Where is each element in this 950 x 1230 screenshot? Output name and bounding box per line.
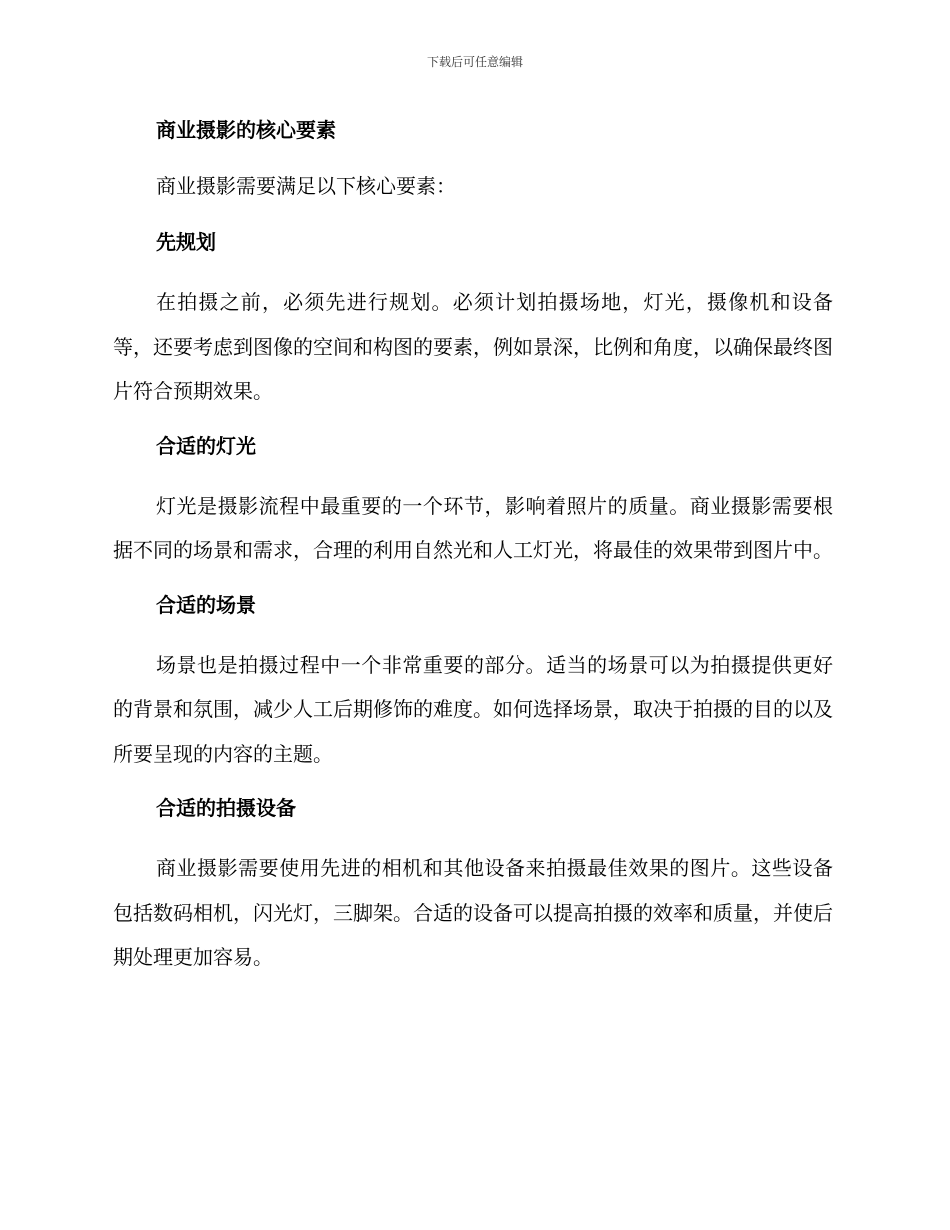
- section-heading-lighting: 合适的灯光: [156, 433, 256, 458]
- section-body-lighting: 灯光是摄影流程中最重要的一个环节，影响着照片的质量。商业摄影需要根据不同的场景和需求，合理的利用自然光和人工灯光，将最佳的效果带到图片中。: [113, 493, 833, 562]
- section-body-equipment: 商业摄影需要使用先进的相机和其他设备来拍摄最佳效果的图片。这些设备包括数码相机，闪光灯，三脚架。合适的设备可以提高拍摄的效率和质量，并使后期处理更加容易。: [113, 856, 833, 969]
- section-body-scene: 场景也是拍摄过程中一个非常重要的部分。适当的场景可以为拍摄提供更好的背景和氛围，减少人工后期修饰的难度。如何选择场景，取决于拍摄的目的以及所要呈现的内容的主题。: [113, 652, 833, 766]
- document-title: 商业摄影的核心要素: [156, 118, 336, 142]
- header-note: 下载后可任意编辑: [426, 55, 523, 69]
- document-content: [113, 112, 833, 994]
- section-heading-planning: 先规划: [156, 230, 216, 254]
- intro-paragraph: 商业摄影需要满足以下核心要素：: [156, 174, 456, 198]
- section-heading-equipment: 合适的拍摄设备: [156, 796, 296, 820]
- section-heading-scene: 合适的场景: [156, 592, 256, 617]
- section-body-planning: 在拍摄之前，必须先进行规划。必须计划拍摄场地，灯光，摄像机和设备等，还要考虑到图像的空间和构图的要素，例如景深，比例和角度，以确保最终图片符合预期效果。: [113, 290, 833, 403]
